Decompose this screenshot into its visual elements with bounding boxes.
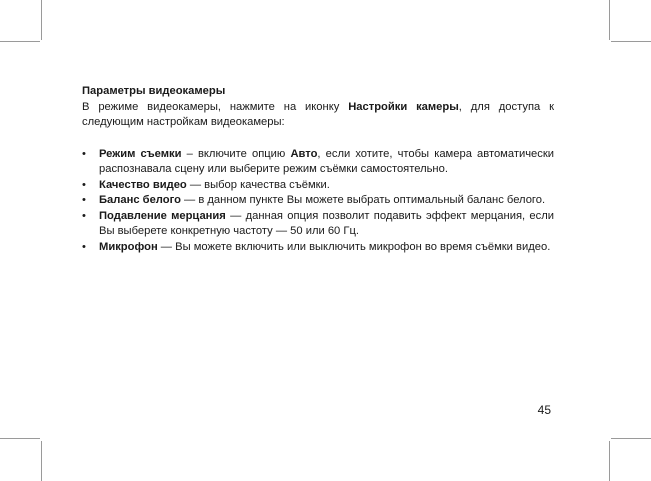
item-text: — данная опция позволит подавить эффект мерцания, если Вы выберете конкретную частоту — 50 или 60 Гц.: [99, 209, 554, 237]
crop-mark-bottom-left-vertical: [41, 441, 42, 481]
item-title: Режим съемки: [99, 147, 182, 160]
crop-mark-bottom-left-horizontal: [0, 438, 40, 439]
page-number: 45: [537, 403, 551, 417]
page-content: [82, 84, 554, 255]
crop-mark-top-right-horizontal: [611, 41, 651, 42]
intro-paragraph: [82, 100, 554, 131]
crop-mark-top-left-horizontal: [0, 41, 40, 42]
list-item-white-balance: [82, 193, 554, 209]
item-title: Баланс белого: [99, 194, 181, 206]
crop-mark-bottom-right-vertical: [609, 441, 610, 481]
item-title: Качество видео: [99, 178, 187, 191]
list-item-flicker-reduction: [82, 209, 554, 240]
bullet-marker: •: [82, 240, 86, 253]
settings-list: [82, 147, 554, 256]
list-item-shooting-mode: [82, 147, 554, 178]
bullet-marker: •: [82, 209, 86, 222]
item-text: — выбор качества съёмки.: [186, 178, 330, 191]
item-text: — Вы можете включить или выключить микрофон во время съёмки видео.: [157, 240, 551, 253]
intro-text-end: , для доступа к следующим настройкам видеокамеры:: [82, 100, 554, 128]
item-text: – включите опцию: [181, 147, 291, 160]
crop-mark-bottom-right-horizontal: [611, 438, 651, 439]
intro-text-start: В режиме видеокамеры, нажмите на иконку: [82, 100, 349, 113]
list-item-video-quality: [82, 178, 554, 194]
section-heading: Параметры видеокамеры: [82, 85, 226, 97]
item-title: Подавление мерцания: [99, 209, 226, 222]
bullet-marker: •: [82, 147, 86, 160]
bullet-marker: •: [82, 194, 86, 206]
item-text: — в данном пункте Вы можете выбрать оптимальный баланс белого.: [180, 194, 546, 206]
crop-mark-top-left-vertical: [41, 0, 42, 40]
intro-bold-camera-settings: Настройки камеры: [348, 100, 459, 113]
list-item-microphone: [82, 240, 554, 256]
bullet-marker: •: [82, 178, 86, 191]
item-title: Микрофон: [99, 240, 158, 253]
item-text-continued: , если хотите, чтобы камера автоматически распознавала сцену или выберите режим съёмки самостоятельно.: [99, 147, 554, 175]
item-bold-auto: Авто: [290, 147, 318, 160]
crop-mark-top-right-vertical: [609, 0, 610, 40]
